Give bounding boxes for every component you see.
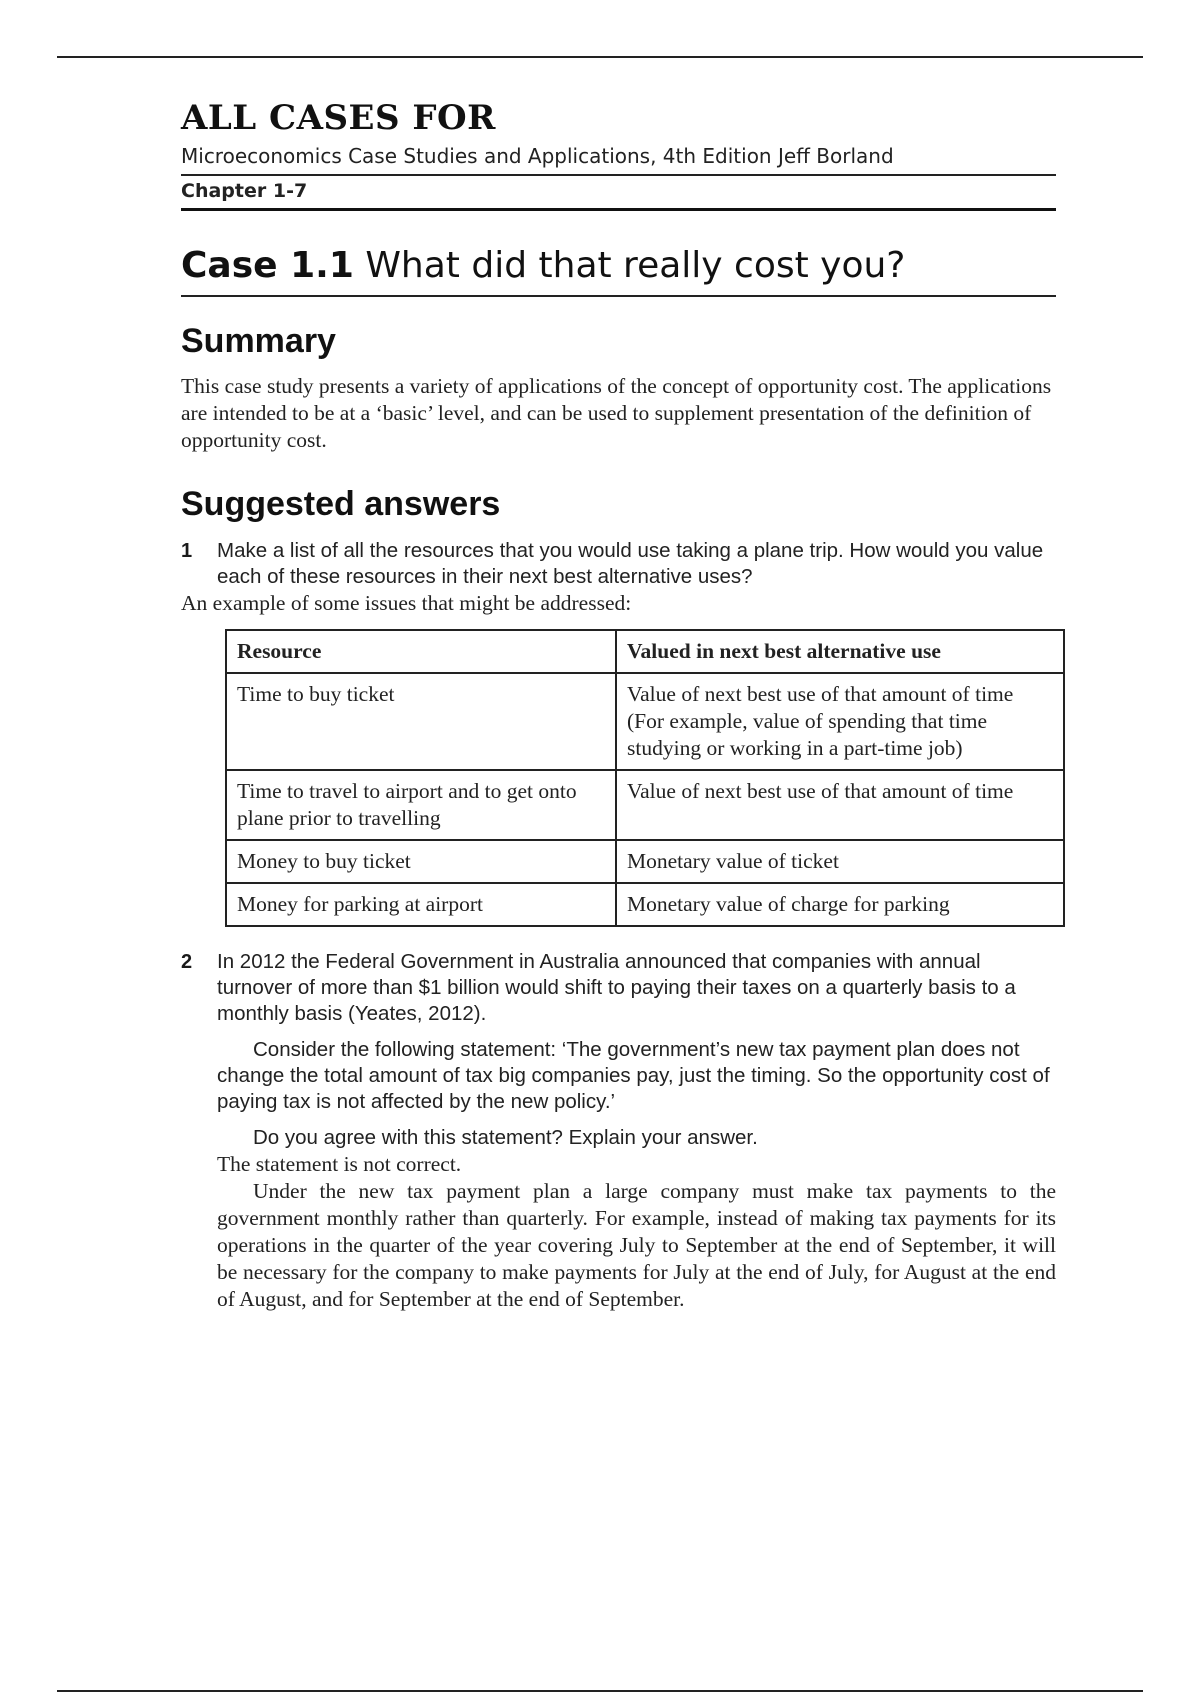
case-title: What did that really cost you? — [365, 245, 906, 286]
question-1-number: 1 — [181, 540, 193, 562]
question-1 — [181, 538, 1056, 590]
summary-text: This case study presents a variety of applications of the concept of opportunity cost. The applications are intended to be at a ‘basic’ level, and can be used to supplement presentation of the definition of opportunity cost. — [181, 374, 1052, 452]
chapter-label: Chapter 1-7 — [181, 176, 1056, 211]
table-row — [226, 840, 1064, 883]
table-cell: Value of next best use of that amount of time (For example, value of spending that time studying or working in a part-time job) — [616, 673, 1064, 770]
question-1-intro: An example of some issues that might be addressed: — [181, 591, 632, 615]
table-cell: Time to travel to airport and to get onto plane prior to travelling — [226, 770, 616, 840]
table-cell: Value of next best use of that amount of time — [616, 770, 1064, 840]
table-cell: Time to buy ticket — [226, 673, 616, 770]
table-cell: Money for parking at airport — [226, 883, 616, 926]
case-number: Case 1.1 — [181, 245, 354, 286]
question-1-text: Make a list of all the resources that you would use taking a plane trip. How would you value each of these resources in their next best alternative uses? — [217, 539, 1044, 588]
table-cell: Monetary value of ticket — [616, 840, 1064, 883]
question-2-ask: Do you agree with this statement? Explain your answer. — [253, 1126, 758, 1149]
resources-table — [225, 629, 1065, 927]
question-2 — [181, 949, 1056, 1313]
document-header — [181, 96, 1056, 211]
document-title: ALL CASES FOR — [181, 98, 496, 138]
question-2-statement: Consider the following statement: ‘The government’s new tax payment plan does not change the total amount of tax big companies pay, just the timing. So the opportunity cost of paying tax is not affected by the new policy.’ — [217, 1038, 1050, 1113]
table-header-resource: Resource — [226, 630, 616, 673]
table-cell: Monetary value of charge for parking — [616, 883, 1064, 926]
case-heading — [181, 241, 1056, 297]
table-cell: Money to buy ticket — [226, 840, 616, 883]
question-2-number: 2 — [181, 951, 193, 973]
document-subtitle: Microeconomics Case Studies and Applications, 4th Edition Jeff Borland — [181, 142, 1056, 176]
table-row — [226, 673, 1064, 770]
bottom-rule — [57, 1690, 1143, 1692]
suggested-answers-heading: Suggested answers — [181, 485, 501, 523]
table-header-value: Valued in next best alternative use — [616, 630, 1064, 673]
table-row — [226, 770, 1064, 840]
question-2-text: In 2012 the Federal Government in Australia announced that companies with annual turnover of more than $1 billion would shift to paying their taxes on a quarterly basis to a monthly basis (Yeates, 2012). — [217, 950, 1016, 1025]
table-row — [226, 883, 1064, 926]
document-page — [181, 96, 1056, 1313]
question-2-answer-detail: Under the new tax payment plan a large company must make tax payments to the government monthly rather than quarterly. For example, instead of making tax payments for its operations in the quarter of the year covering July to September at the end of September, it will be necessary for the company to make payments for July at the end of July, for August at the end of August, and for September at the end of September. — [217, 1179, 1056, 1311]
question-2-answer-intro: The statement is not correct. — [217, 1152, 462, 1176]
table-header-row — [226, 630, 1064, 673]
top-rule — [57, 56, 1143, 58]
summary-heading: Summary — [181, 322, 336, 360]
